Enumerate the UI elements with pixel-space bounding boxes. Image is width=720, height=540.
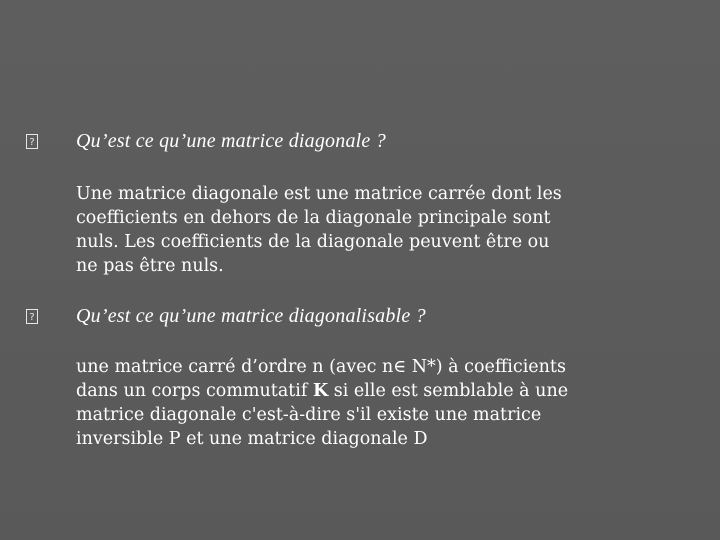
answer-2-line-2a: dans un corps commutatif — [76, 381, 308, 401]
answer-1-line-2: coefficients en dehors de la diagonale principale sont — [76, 208, 551, 228]
bullet-1 — [26, 130, 386, 153]
missing-glyph-bullet-icon: ? — [26, 309, 38, 324]
answer-2-line-4: inversible P et une matrice diagonale D — [76, 429, 428, 449]
field-k-symbol: K — [312, 381, 329, 401]
bullet-2 — [26, 305, 426, 328]
answer-1-line-1: Une matrice diagonale est une matrice carrée dont les — [76, 184, 562, 204]
answer-2-line-2b: si elle est semblable à une — [333, 381, 569, 401]
question-heading-1: Qu’est ce qu’une matrice diagonale ? — [76, 130, 386, 152]
answer-1-line-3: nuls. Les coefficients de la diagonale peuvent être ou — [76, 232, 550, 252]
answer-2-line-2 — [76, 379, 676, 403]
answer-paragraph-2 — [76, 355, 676, 451]
question-heading-2: Qu’est ce qu’une matrice diagonalisable ? — [76, 305, 426, 327]
answer-2-line-1: une matrice carré d’ordre n (avec n∈ N*) à coefficients — [76, 357, 566, 377]
missing-glyph-bullet-icon: ? — [26, 134, 38, 149]
answer-1-line-4: ne pas être nuls. — [76, 256, 224, 276]
answer-paragraph-1 — [76, 182, 676, 278]
answer-2-line-3: matrice diagonale c'est-à-dire s'il existe une matrice — [76, 405, 542, 425]
